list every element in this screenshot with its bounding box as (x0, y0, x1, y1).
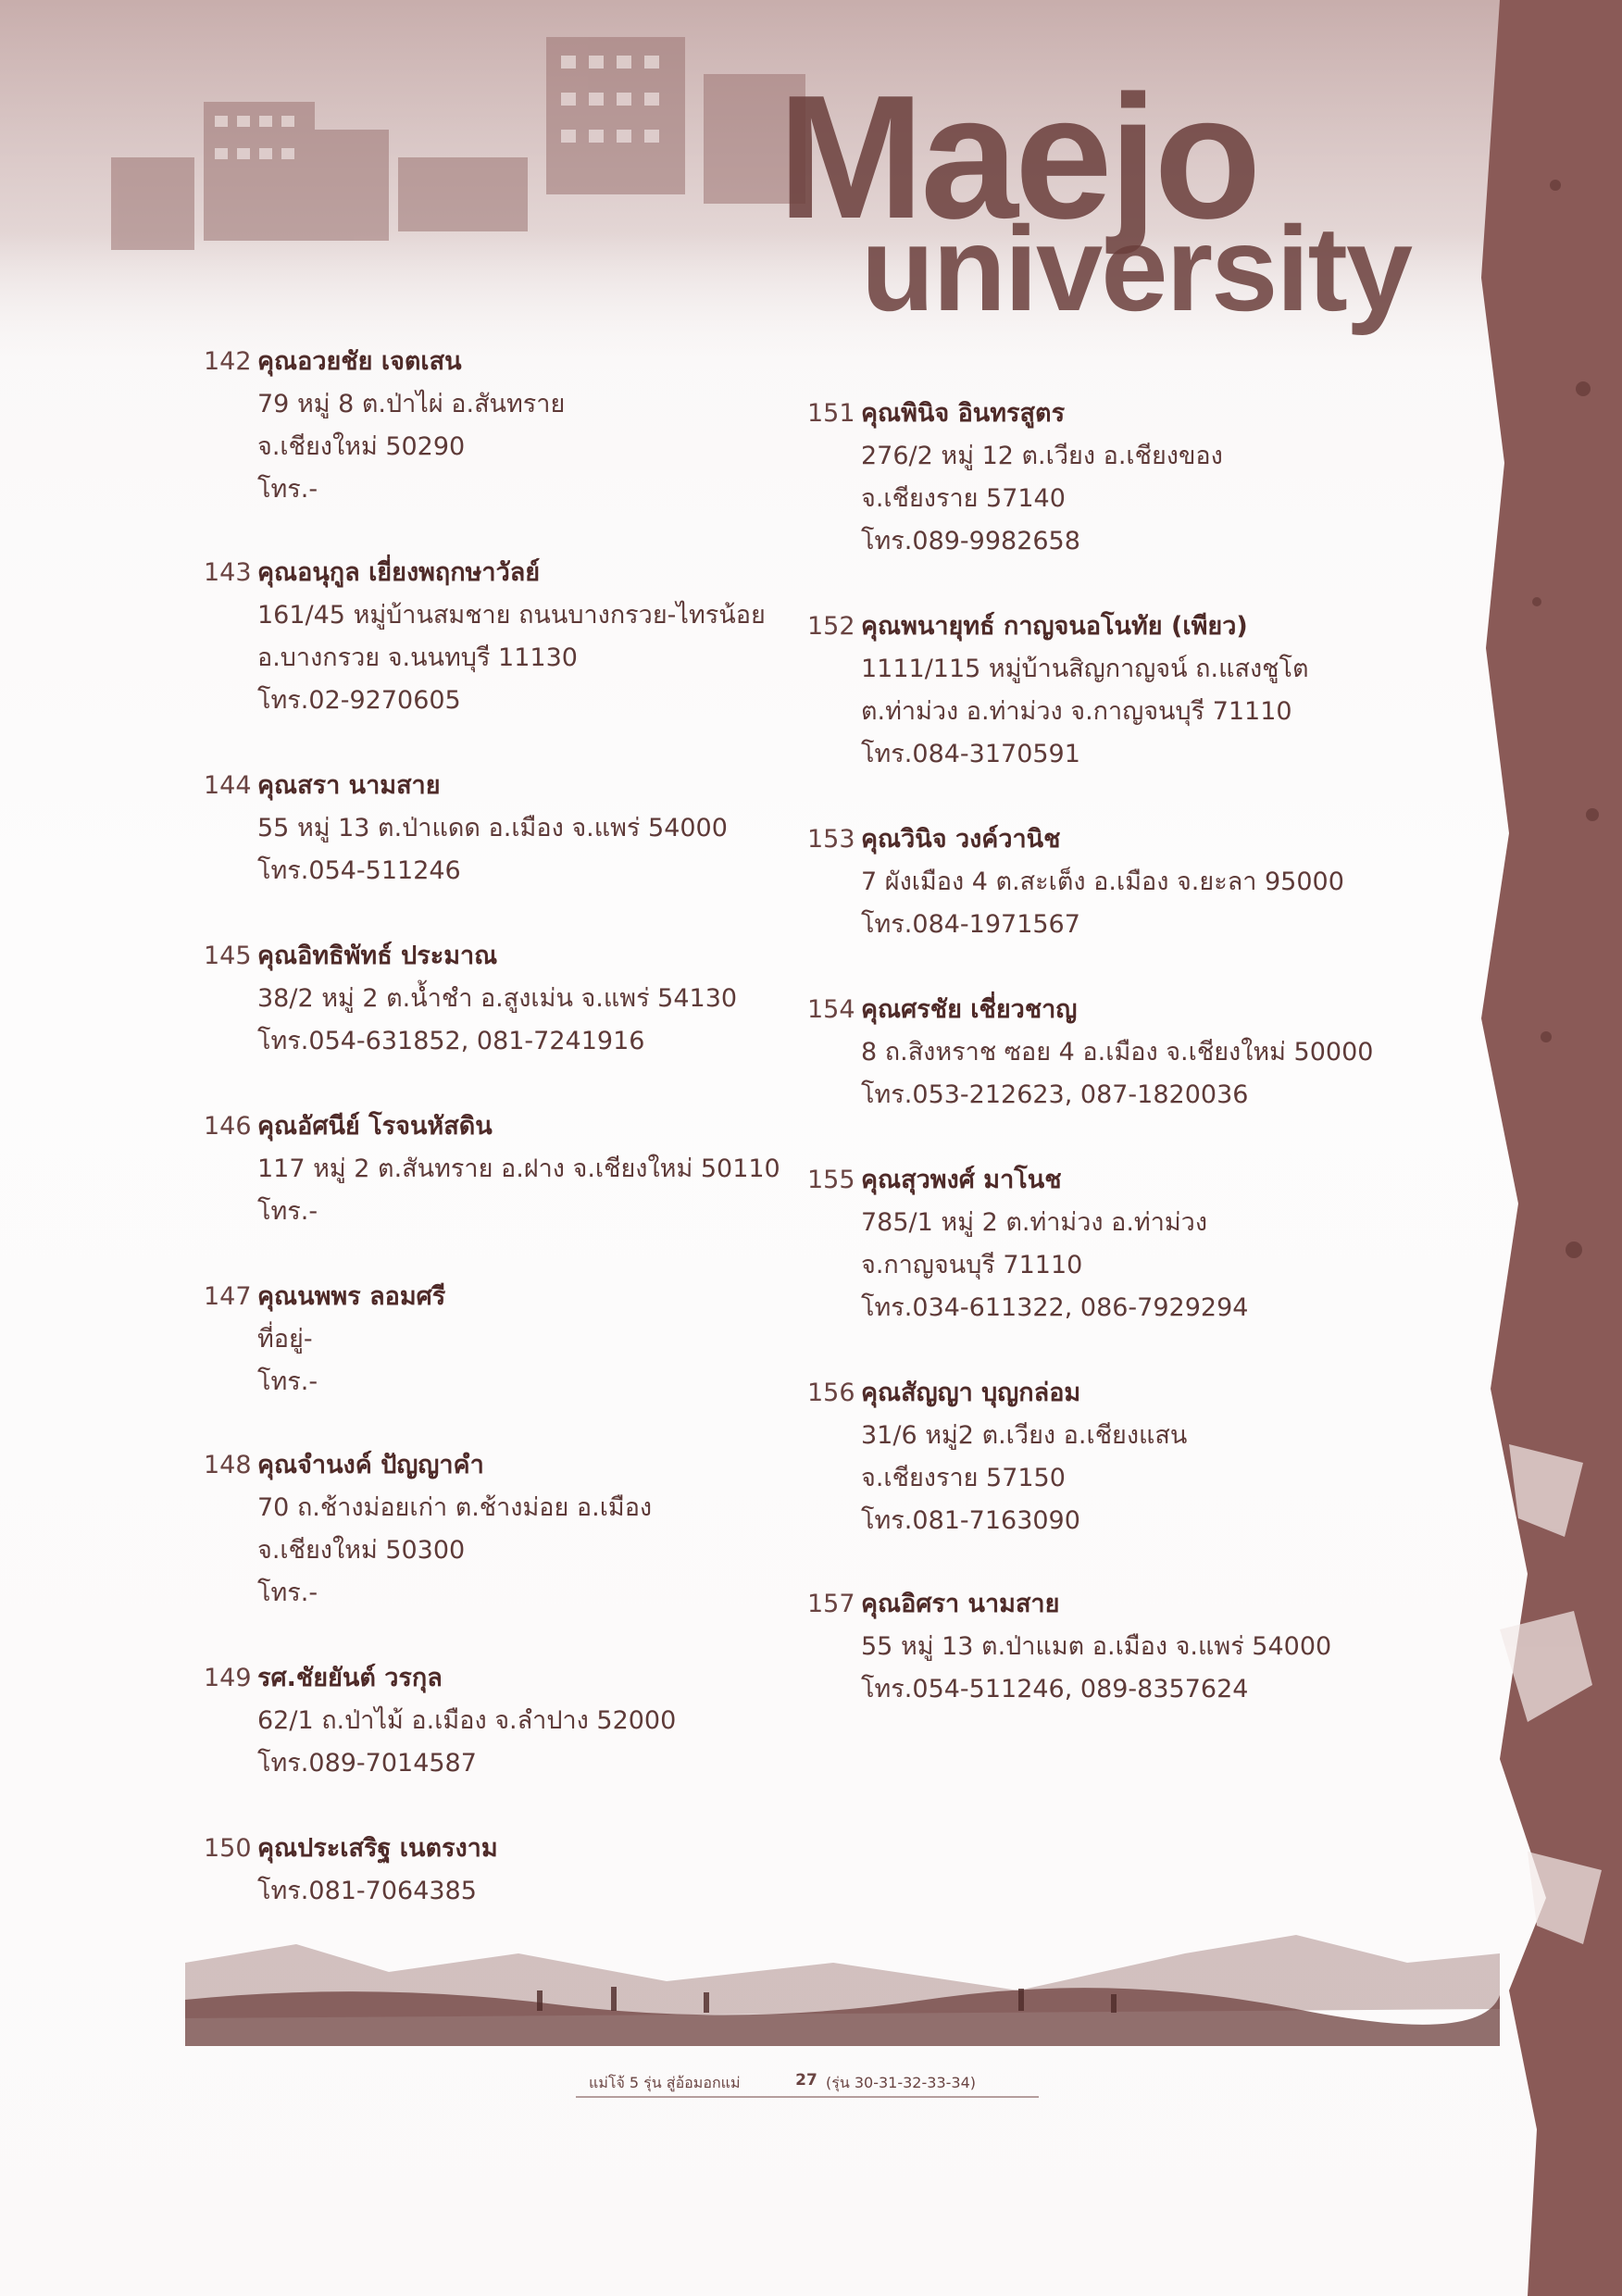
address-line: จ.เชียงใหม่ 50290 (257, 432, 466, 461)
header-banner (0, 0, 1622, 389)
brand-subtitle: university (861, 201, 1412, 336)
person-name: คุณประเสริฐ เนตรงาม (257, 1834, 498, 1863)
phone-line: โทร.084-1971567 (861, 910, 1080, 939)
contact-entry-148 (204, 1444, 652, 1615)
phone-line: โทร.034-611322, 086-7929294 (861, 1293, 1249, 1322)
address-line: ที่อยู่- (257, 1325, 313, 1354)
entry-number: 150 (204, 1834, 252, 1863)
entry-number: 152 (807, 612, 855, 641)
address-line: 1111/115 หมู่บ้านสิญกาญจน์ ถ.แสงชูโต (861, 655, 1309, 683)
contact-entry-144 (204, 765, 728, 892)
contact-entry-149 (204, 1657, 676, 1785)
phone-line: โทร.- (257, 1197, 318, 1226)
contact-entry-157 (807, 1583, 1331, 1711)
footer-publication-title: แม่โจ้ 5 รุ่น สู่อ้อมอกแม่ (589, 2074, 741, 2091)
contact-entry-143 (204, 552, 766, 722)
contact-entry-145 (204, 935, 737, 1063)
phone-line: โทร.02-9270605 (257, 686, 461, 715)
phone-line: โทร.089-9982658 (861, 527, 1080, 555)
address-line: 55 หมู่ 13 ต.ป่าแมต อ.เมือง จ.แพร่ 54000 (861, 1632, 1332, 1661)
brand-title: Maejo (778, 59, 1258, 256)
entry-number: 144 (204, 771, 252, 800)
address-line: จ.กาญจนบุรี 71110 (861, 1251, 1083, 1279)
person-name: คุณจำนงค์ ปัญญาคำ (257, 1451, 484, 1479)
person-name: คุณนพพร ลอมศรี (257, 1282, 446, 1311)
person-name: คุณพนายุทธ์ กาญจนอโนทัย (เพียว) (861, 612, 1248, 641)
person-name: คุณพินิจ อินทรสูตร (861, 399, 1066, 428)
address-line: 785/1 หมู่ 2 ต.ท่าม่วง อ.ท่าม่วง (861, 1208, 1208, 1237)
address-line: 8 ถ.สิงหราช ซอย 4 อ.เมือง จ.เชียงใหม่ 50000 (861, 1038, 1374, 1067)
address-line: อ.บางกรวย จ.นนทบุรี 11130 (257, 643, 578, 672)
address-line: 70 ถ.ช้างม่อยเก่า ต.ช้างม่อย อ.เมือง (257, 1493, 653, 1522)
entry-number: 153 (807, 825, 855, 854)
address-line: จ.เชียงใหม่ 50300 (257, 1536, 466, 1565)
address-line: ต.ท่าม่วง อ.ท่าม่วง จ.กาญจนบุรี 71110 (861, 697, 1292, 726)
person-name: คุณศรชัย เชี่ยวชาญ (861, 995, 1078, 1024)
contact-entry-150 (204, 1828, 498, 1913)
person-name: คุณอนุกูล เยี่ยงพฤกษาวัลย์ (257, 558, 541, 587)
phone-line: โทร.- (257, 1367, 318, 1396)
person-name: คุณสุวพงศ์ มาโนช (861, 1166, 1062, 1194)
phone-line: โทร.084-3170591 (861, 740, 1080, 768)
person-name: รศ.ชัยยันต์ วรกุล (257, 1664, 443, 1692)
contact-entry-146 (204, 1105, 780, 1233)
entry-number: 146 (204, 1112, 252, 1141)
person-name: คุณอิทธิพัทธ์ ประมาณ (257, 942, 498, 970)
phone-line: โทร.089-7014587 (257, 1749, 477, 1778)
page-number: 27 (795, 2071, 817, 2090)
entry-number: 142 (204, 347, 252, 376)
entry-number: 149 (204, 1664, 252, 1692)
entry-number: 143 (204, 558, 252, 587)
person-name: คุณอัศนีย์ โรจนหัสดิน (257, 1112, 493, 1141)
entry-number: 157 (807, 1590, 855, 1618)
entry-number: 154 (807, 995, 855, 1024)
footer-class-years: (รุ่น 30-31-32-33-34) (826, 2074, 976, 2091)
address-line: 276/2 หมู่ 12 ต.เวียง อ.เชียงของ (861, 442, 1223, 470)
phone-line: โทร.054-631852, 081-7241916 (257, 1027, 645, 1055)
contact-entry-153 (807, 818, 1344, 946)
phone-line: โทร.054-511246 (257, 856, 461, 885)
page-footer (576, 2065, 1039, 2098)
entry-number: 156 (807, 1379, 855, 1407)
address-line: 31/6 หมู่2 ต.เวียง อ.เชียงแสน (861, 1421, 1188, 1450)
contact-entry-147 (204, 1276, 445, 1404)
person-name: คุณสรา นามสาย (257, 771, 441, 800)
entry-number: 148 (204, 1451, 252, 1479)
entry-number: 155 (807, 1166, 855, 1194)
phone-line: โทร.- (257, 475, 318, 504)
address-line: จ.เชียงราย 57140 (861, 484, 1066, 513)
address-line: 117 หมู่ 2 ต.สันทราย อ.ฝาง จ.เชียงใหม่ 50110 (257, 1154, 780, 1183)
entry-number: 151 (807, 399, 855, 428)
person-name: คุณวินิจ วงค์วานิช (861, 825, 1061, 854)
address-line: 79 หมู่ 8 ต.ป่าไผ่ อ.สันทราย (257, 390, 566, 418)
contact-entry-152 (807, 605, 1309, 776)
person-name: คุณสัญญา บุญกล่อม (861, 1379, 1081, 1407)
contact-entry-156 (807, 1372, 1187, 1542)
person-name: คุณอิศรา นามสาย (861, 1590, 1060, 1618)
entry-number: 145 (204, 942, 252, 970)
address-line: จ.เชียงราย 57150 (861, 1464, 1066, 1492)
person-name: คุณอวยชัย เจตเสน (257, 347, 462, 376)
address-line: 161/45 หมู่บ้านสมชาย ถนนบางกรวย-ไทรน้อย (257, 601, 766, 630)
address-line: 55 หมู่ 13 ต.ป่าแดด อ.เมือง จ.แพร่ 54000 (257, 814, 728, 842)
contact-entry-155 (807, 1159, 1248, 1329)
footer-landscape-illustration (185, 1926, 1500, 2046)
entry-number: 147 (204, 1282, 252, 1311)
address-line: 62/1 ถ.ป่าไม้ อ.เมือง จ.ลำปาง 52000 (257, 1706, 677, 1735)
phone-line: โทร.- (257, 1578, 318, 1607)
contact-entry-154 (807, 989, 1373, 1117)
contact-entry-151 (807, 393, 1223, 563)
phone-line: โทร.053-212623, 087-1820036 (861, 1080, 1249, 1109)
phone-line: โทร.054-511246, 089-8357624 (861, 1675, 1249, 1703)
phone-line: โทร.081-7163090 (861, 1506, 1080, 1535)
address-line: 7 ผังเมือง 4 ต.สะเต็ง อ.เมือง จ.ยะลา 95000 (861, 867, 1344, 896)
phone-line: โทร.081-7064385 (257, 1877, 477, 1905)
address-line: 38/2 หมู่ 2 ต.น้ำชำ อ.สูงเม่น จ.แพร่ 54130 (257, 984, 738, 1013)
contact-entry-142 (204, 341, 565, 511)
